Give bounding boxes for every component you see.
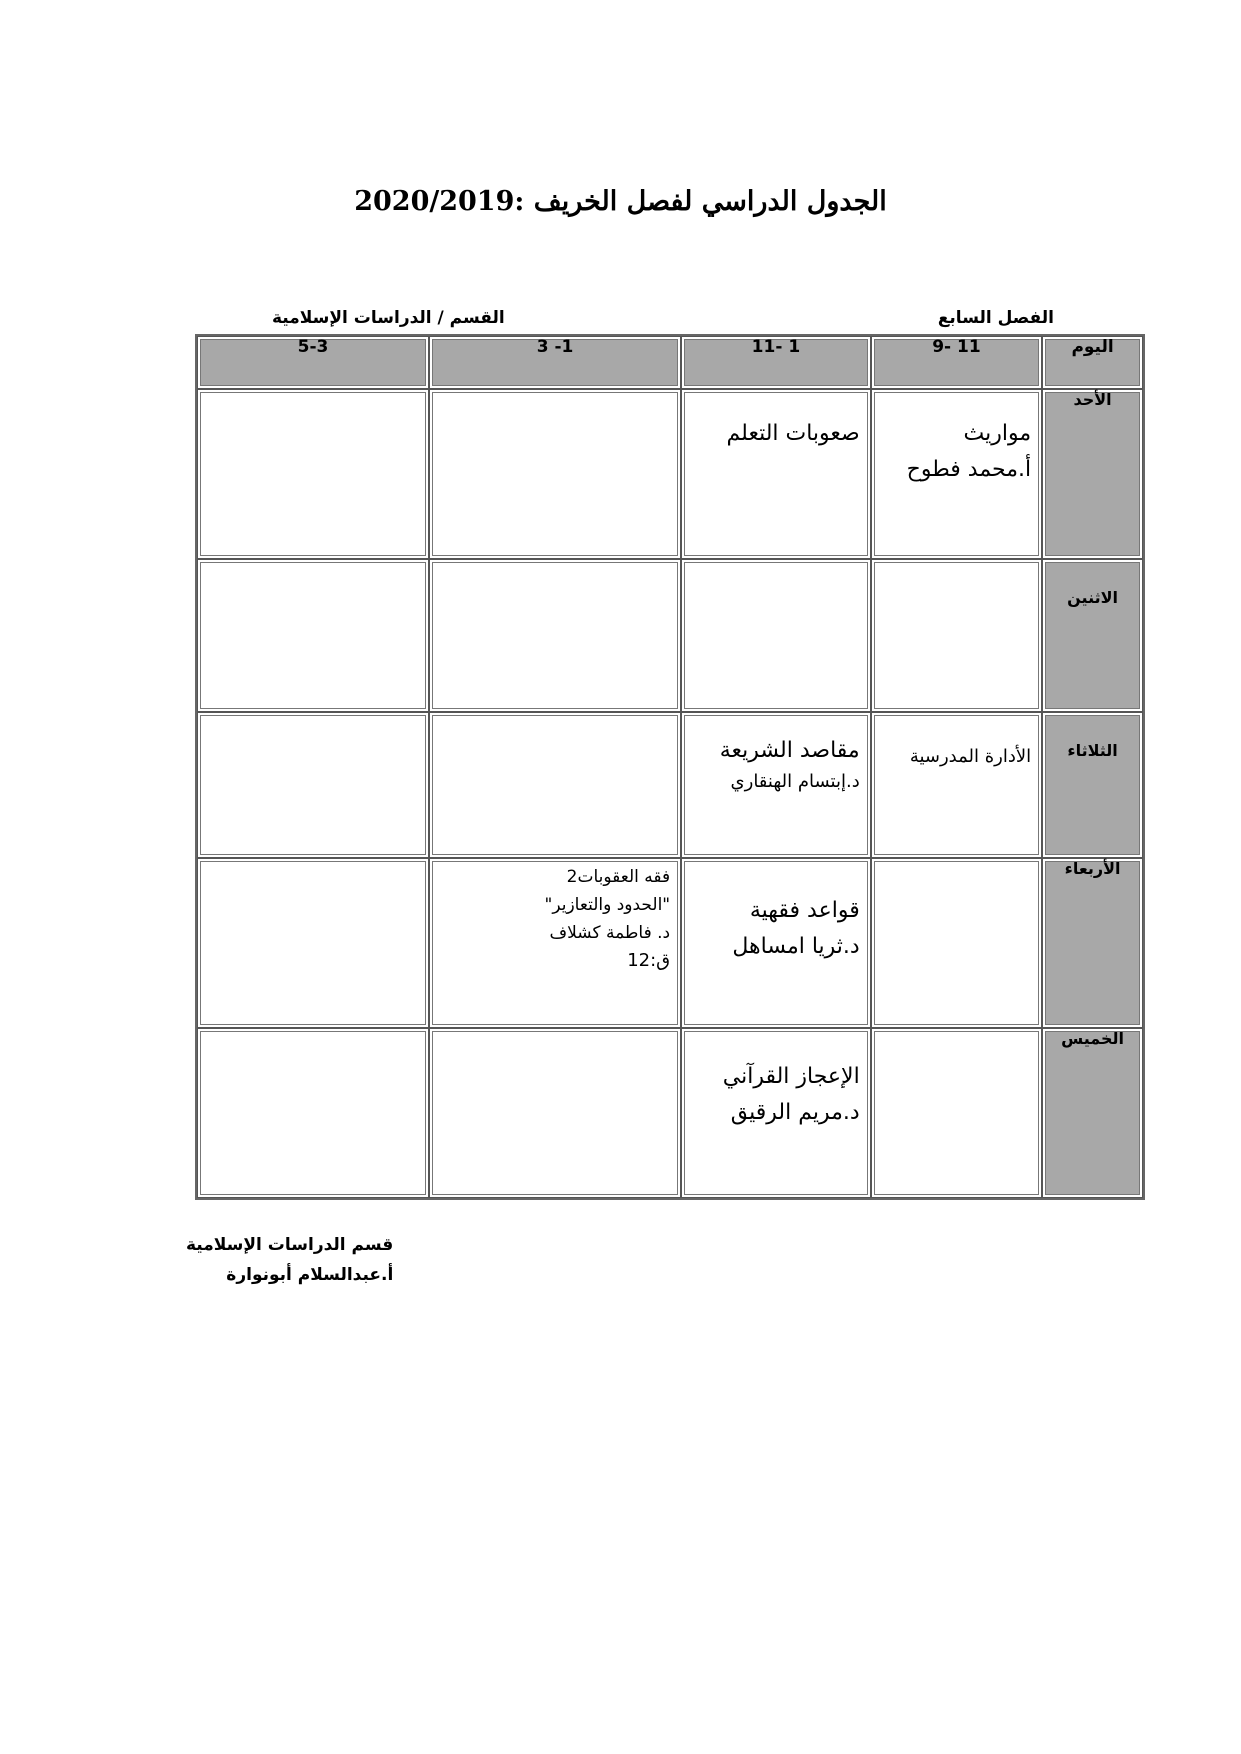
course-cell	[871, 1028, 1042, 1198]
course-cell	[871, 712, 1042, 858]
course-cell	[429, 1028, 681, 1198]
day-label: الخميس	[1042, 1028, 1143, 1198]
course-cell	[871, 559, 1042, 713]
header-slot-1-3: 1- 3	[429, 336, 681, 389]
department-label: القسم / الدراسات الإسلامية	[272, 308, 505, 328]
table-row	[197, 1028, 1143, 1198]
course-name: قواعد فقهية	[749, 898, 860, 924]
course-cell	[429, 389, 681, 559]
course-cell	[681, 858, 871, 1028]
day-label: الأربعاء	[1042, 858, 1143, 1028]
day-label: الاثنين	[1042, 559, 1143, 713]
instructor-name: د.ثريا امساهل	[732, 934, 860, 960]
day-label: الأحد	[1042, 389, 1143, 559]
course-name: صعوبات التعلم	[726, 420, 860, 446]
table-row	[197, 858, 1143, 1028]
course-name: مقاصد الشريعة	[719, 738, 860, 764]
header-row	[197, 336, 1143, 389]
header-day: اليوم	[1042, 336, 1143, 389]
course-name: الإعجاز القرآني	[722, 1064, 860, 1090]
instructor-name: أ.محمد فطوح	[906, 456, 1032, 482]
instructor-name: د.إبتسام الهنقاري	[730, 771, 860, 793]
header-slot-3-5: 5-3	[197, 336, 429, 389]
course-cell	[197, 389, 429, 559]
page-title: الجدول الدراسي لفصل الخريف :2020/2019	[354, 186, 887, 217]
course-cell	[197, 559, 429, 713]
course-cell	[681, 712, 871, 858]
instructor-name: د. فاطمة كشلاف	[549, 923, 671, 944]
course-cell	[197, 712, 429, 858]
signature-block	[186, 1230, 393, 1290]
course-cell	[197, 1028, 429, 1198]
course-cell	[681, 559, 871, 713]
schedule-table	[195, 334, 1145, 1200]
course-name: فقه العقوبات2	[566, 867, 671, 888]
course-cell	[429, 712, 681, 858]
course-cell	[429, 858, 681, 1028]
course-name: مواريث	[963, 420, 1032, 446]
header-slot-11-1: 1 -11	[681, 336, 871, 389]
header-slot-9-11: 11 -9	[871, 336, 1042, 389]
table-row	[197, 559, 1143, 713]
course-subtitle: "الحدود والتعازير"	[544, 895, 671, 916]
course-cell	[871, 389, 1042, 559]
course-cell	[429, 559, 681, 713]
course-cell	[681, 1028, 871, 1198]
day-label: الثلاثاء	[1042, 712, 1143, 858]
course-cell	[871, 858, 1042, 1028]
semester-label: الفصل السابع	[937, 308, 1054, 328]
table-row	[197, 712, 1143, 858]
instructor-name: د.مريم الرقيق	[730, 1100, 860, 1126]
table-row	[197, 389, 1143, 559]
course-cell	[681, 389, 871, 559]
course-name: الأدارة المدرسية	[909, 746, 1032, 768]
room-number: ق:12	[627, 950, 671, 972]
footer-signatory: أ.عبدالسلام أبونوارة	[226, 1265, 394, 1285]
course-cell	[197, 858, 429, 1028]
footer-department: قسم الدراسات الإسلامية	[186, 1235, 394, 1255]
